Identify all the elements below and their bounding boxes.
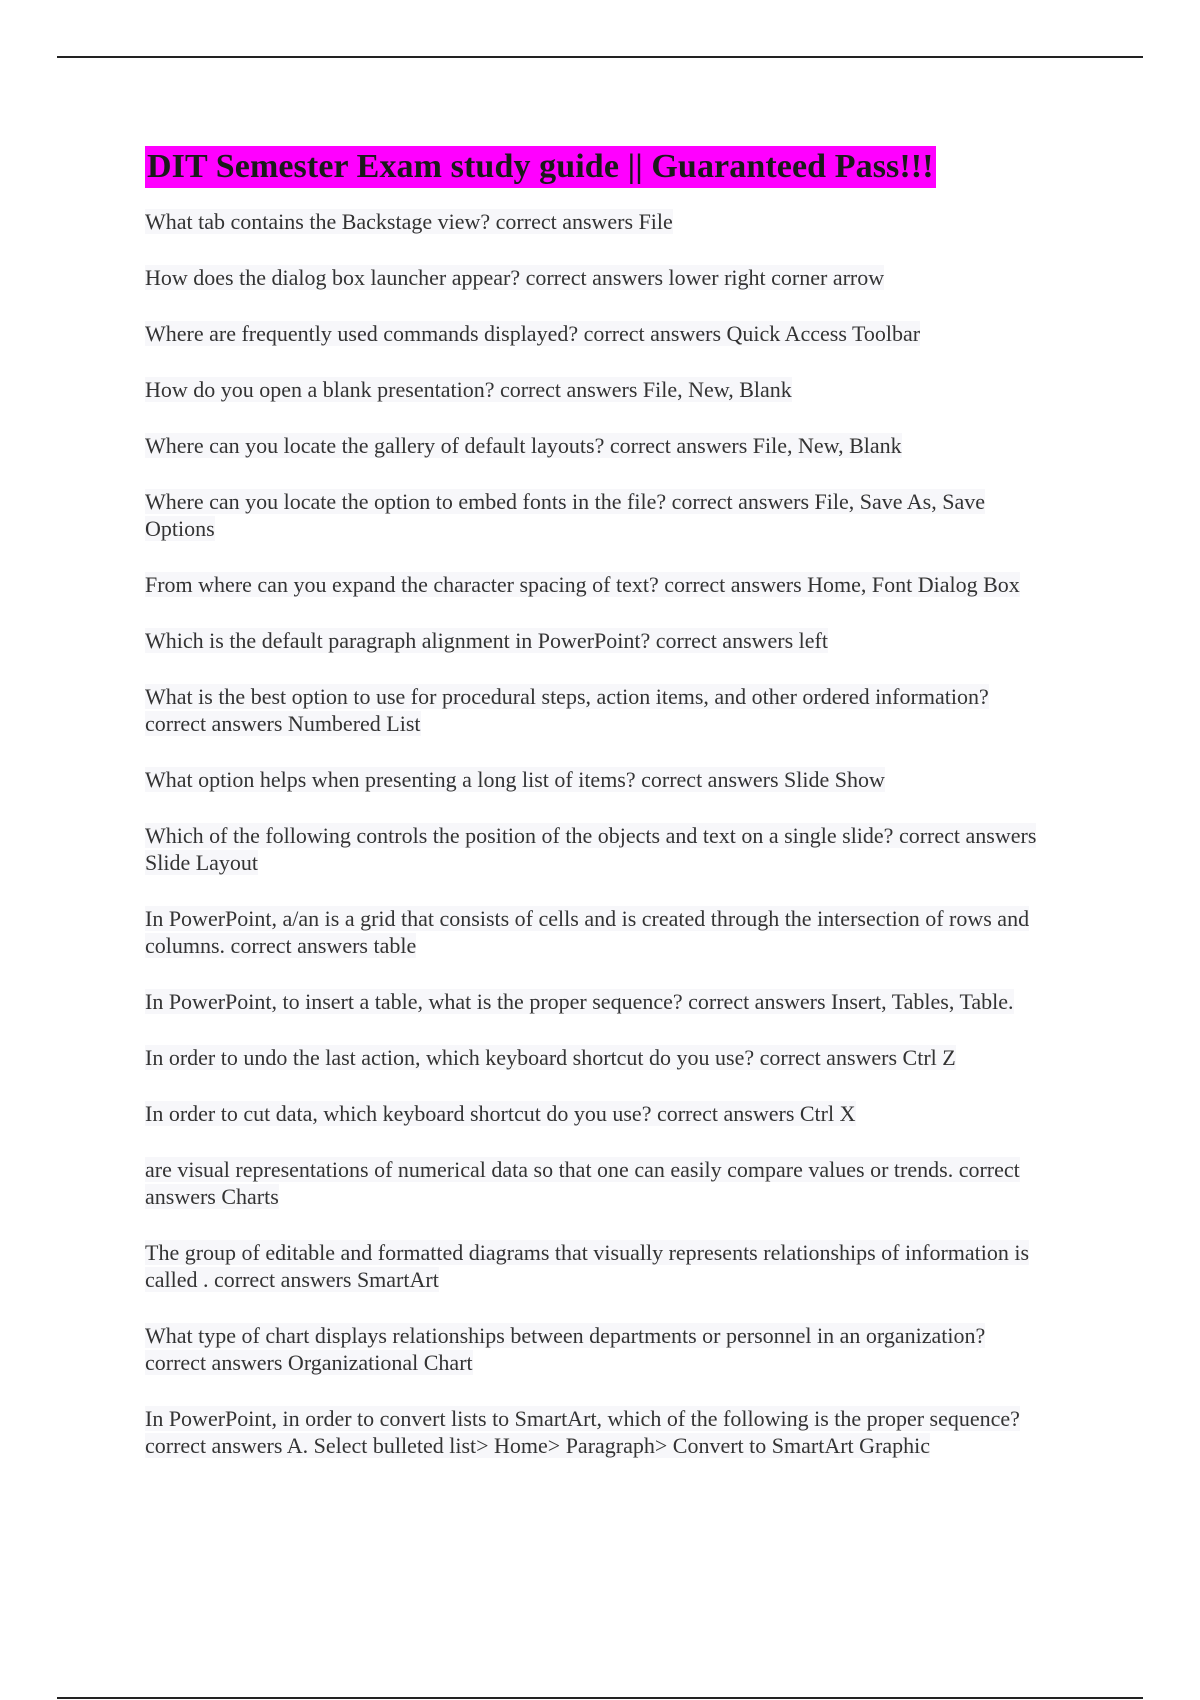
qa-text: What tab contains the Backstage view? correct answers File (145, 209, 673, 234)
qa-item (145, 264, 1045, 291)
qa-text: are visual representations of numerical data so that one can easily compare values or trends. correct answers Charts (145, 1157, 1020, 1209)
qa-item (145, 905, 1045, 959)
qa-text: In order to undo the last action, which keyboard shortcut do you use? correct answers Ctrl Z (145, 1045, 956, 1070)
qa-text: Where can you locate the gallery of default layouts? correct answers File, New, Blank (145, 433, 902, 458)
qa-item (145, 627, 1045, 654)
qa-item (145, 488, 1045, 542)
qa-item (145, 988, 1045, 1015)
qa-item (145, 208, 1045, 235)
qa-item (145, 1100, 1045, 1127)
page-bottom-rule (57, 1697, 1143, 1699)
qa-text: What is the best option to use for procedural steps, action items, and other ordered information? correct answers Numbered List (145, 684, 989, 736)
page-top-rule (57, 56, 1143, 58)
qa-item (145, 1044, 1045, 1071)
qa-text: From where can you expand the character spacing of text? correct answers Home, Font Dialog Box (145, 572, 1020, 597)
qa-text: In PowerPoint, in order to convert lists to SmartArt, which of the following is the proper sequence? correct answers A. Select bulleted list> Home> Paragraph> Convert to SmartArt Graphic (145, 1406, 1020, 1458)
qa-item (145, 432, 1045, 459)
qa-text: How do you open a blank presentation? correct answers File, New, Blank (145, 377, 792, 402)
qa-text: What type of chart displays relationships between departments or personnel in an organization? correct answers Organizational Chart (145, 1323, 986, 1375)
qa-item (145, 376, 1045, 403)
qa-item (145, 766, 1045, 793)
qa-item (145, 683, 1045, 737)
qa-text: The group of editable and formatted diagrams that visually represents relationships of information is called . correct answers SmartArt (145, 1240, 1030, 1292)
qa-item (145, 1322, 1045, 1376)
qa-text: Where are frequently used commands displayed? correct answers Quick Access Toolbar (145, 321, 921, 346)
qa-text: In PowerPoint, a/an is a grid that consists of cells and is created through the intersection of rows and columns. correct answers table (145, 906, 1030, 958)
qa-text: Where can you locate the option to embed fonts in the file? correct answers File, Save As, Save Options (145, 489, 986, 541)
qa-text: What option helps when presenting a long list of items? correct answers Slide Show (145, 767, 885, 792)
qa-list (145, 208, 1045, 1459)
qa-text: How does the dialog box launcher appear? correct answers lower right corner arrow (145, 265, 885, 290)
qa-text: Which of the following controls the position of the objects and text on a single slide? correct answers Slide Layout (145, 823, 1037, 875)
qa-item (145, 1239, 1045, 1293)
qa-item (145, 320, 1045, 347)
qa-text: Which is the default paragraph alignment in PowerPoint? correct answers left (145, 628, 828, 653)
document-body (145, 146, 1045, 1488)
qa-item (145, 822, 1045, 876)
document-title: DIT Semester Exam study guide || Guaranteed Pass!!! (145, 146, 936, 188)
qa-item (145, 1156, 1045, 1210)
qa-text: In PowerPoint, to insert a table, what is the proper sequence? correct answers Insert, Tables, Table. (145, 989, 1014, 1014)
qa-item (145, 1405, 1045, 1459)
qa-item (145, 571, 1045, 598)
qa-text: In order to cut data, which keyboard shortcut do you use? correct answers Ctrl X (145, 1101, 856, 1126)
